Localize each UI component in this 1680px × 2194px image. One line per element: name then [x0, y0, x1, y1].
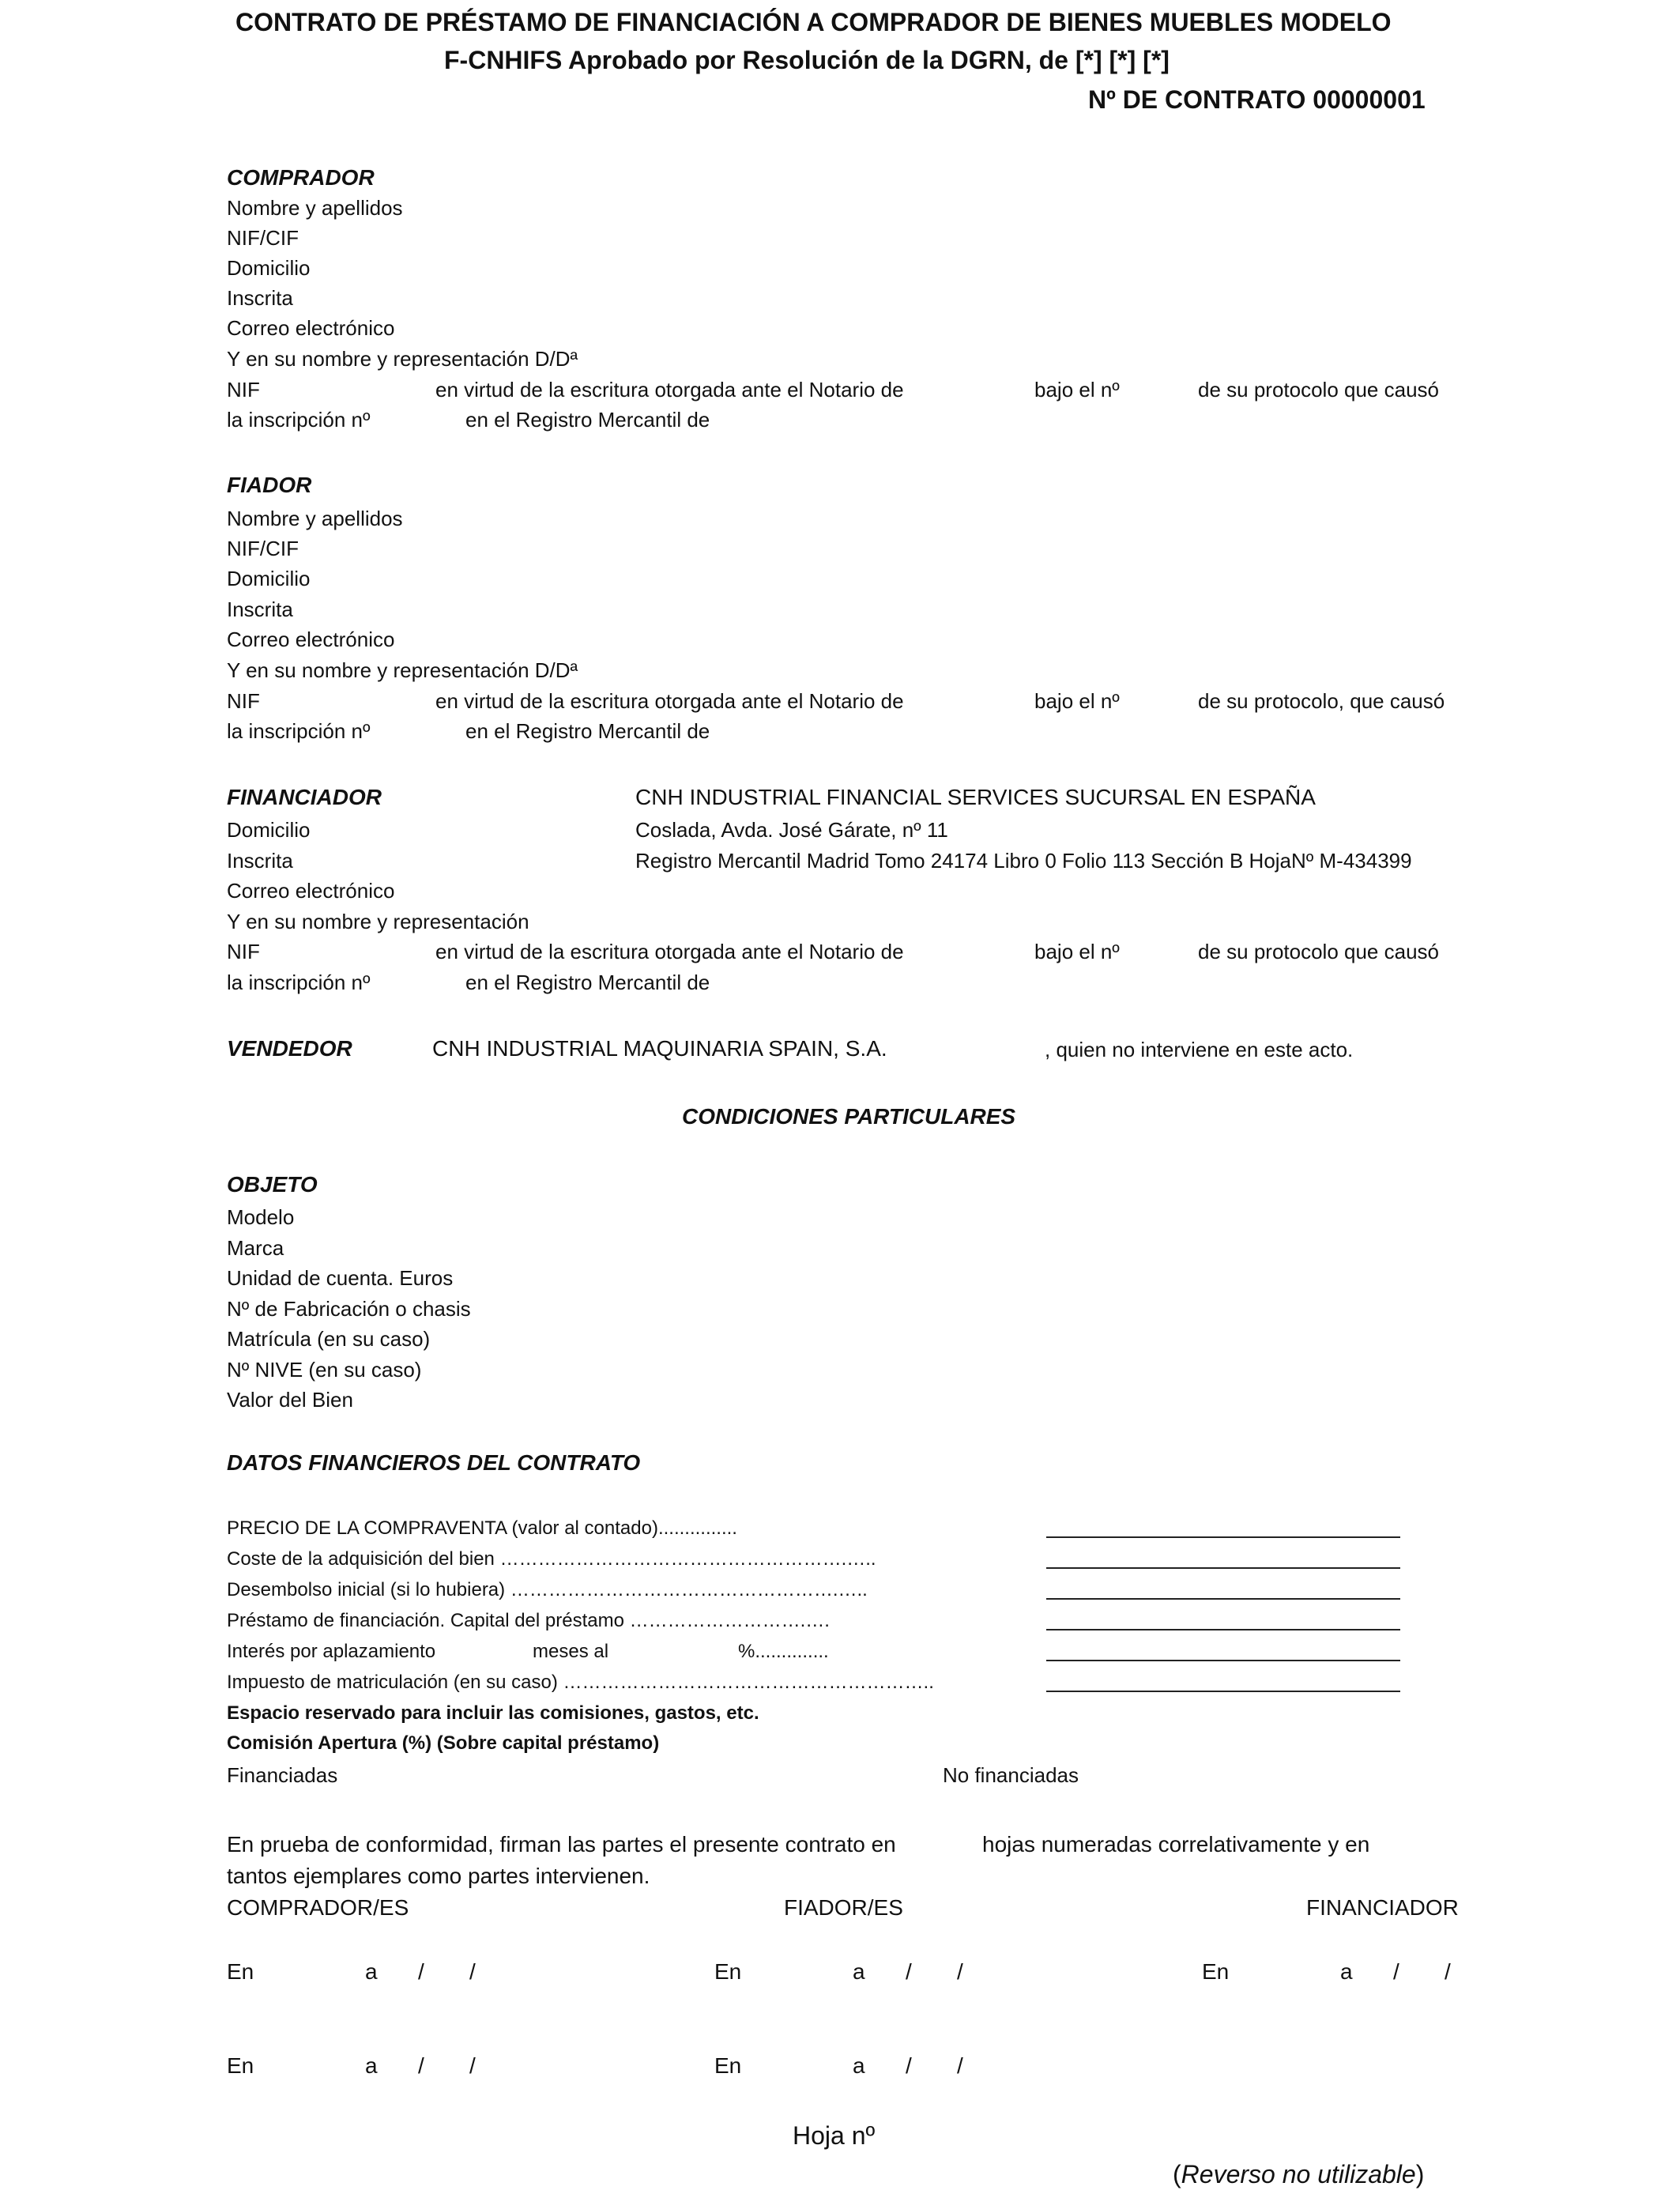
date-financiador-en: En [1202, 1959, 1230, 1984]
financiador-inscrita-value: Registro Mercantil Madrid Tomo 24174 Libro 0 Folio 113 Sección B HojaNº M-434399 [635, 849, 1412, 873]
coste-adquisicion-row: Coste de la adquisición del bien ……………………………………………….….. [227, 1548, 876, 1570]
financiador-registro-label: en el Registro Mercantil de [465, 971, 710, 994]
date-financiador-slash2: / [1445, 1959, 1451, 1984]
comprador-field-representacion: Y en su nombre y representación D/Dª [227, 347, 578, 371]
signature-fiador-heading: FIADOR/ES [784, 1895, 903, 1920]
prestamo-capital-line [1046, 1629, 1400, 1630]
date-fiador-slash1: / [906, 1959, 912, 1984]
financiadas-label: Financiadas [227, 1763, 338, 1787]
comprador-field-nif: NIF/CIF [227, 226, 299, 250]
date-financiador-slash1: / [1393, 1959, 1399, 1984]
impuesto-matriculacion-row: Impuesto de matriculación (en su caso) ………………………………………………….. [227, 1672, 934, 1693]
conformidad-hojas-text: hojas numeradas correlativamente y en [982, 1832, 1370, 1857]
date-comprador2-en: En [227, 2053, 254, 2078]
comprador-registro-label: en el Registro Mercantil de [465, 408, 710, 432]
date-fiador-slash2: / [957, 1959, 963, 1984]
reverso-note [1173, 2162, 1424, 2187]
date-comprador-slash2: / [469, 1959, 476, 1984]
financiador-representacion-label: Y en su nombre y representación [227, 910, 529, 933]
contract-title-line1: CONTRATO DE PRÉSTAMO DE FINANCIACIÓN A COMPRADOR DE BIENES MUEBLES MODELO [235, 8, 1392, 36]
date-fiador-a: a [853, 1959, 865, 1984]
reverso-text: Reverso no utilizable [1181, 2160, 1416, 2188]
objeto-field-modelo: Modelo [227, 1205, 295, 1229]
objeto-heading: OBJETO [227, 1172, 318, 1197]
fiador-field-representacion: Y en su nombre y representación D/Dª [227, 658, 578, 682]
date-comprador2-slash1: / [418, 2053, 424, 2078]
fiador-escritura-label: en virtud de la escritura otorgada ante el Notario de [435, 689, 904, 713]
fiador-inscripcion-label: la inscripción nº [227, 719, 371, 743]
comprador-protocolo-label: de su protocolo que causó [1198, 378, 1439, 401]
datos-financieros-heading: DATOS FINANCIEROS DEL CONTRATO [227, 1450, 641, 1475]
no-financiadas-label: No financiadas [943, 1763, 1079, 1787]
comprador-heading: COMPRADOR [227, 165, 375, 190]
interes-porcentaje-label: %.............. [738, 1641, 829, 1662]
financiador-escritura-label: en virtud de la escritura otorgada ante el Notario de [435, 940, 904, 963]
financiador-protocolo-label: de su protocolo que causó [1198, 940, 1439, 963]
comprador-escritura-label: en virtud de la escritura otorgada ante el Notario de [435, 378, 904, 401]
fiador-protocolo-label: de su protocolo, que causó [1198, 689, 1445, 713]
date-fiador-en: En [714, 1959, 742, 1984]
desembolso-inicial-row: Desembolso inicial (si lo hubiera) …………………………………………….….. [227, 1579, 868, 1600]
interes-meses-label: meses al [533, 1641, 609, 1662]
comisiones-note: Espacio reservado para incluir las comisiones, gastos, etc. [227, 1702, 759, 1724]
vendedor-name: CNH INDUSTRIAL MAQUINARIA SPAIN, S.A. [432, 1036, 887, 1061]
date-comprador2-a: a [365, 2053, 378, 2078]
financiador-inscrita-label: Inscrita [227, 849, 293, 873]
reverso-paren-open: ( [1173, 2160, 1181, 2188]
objeto-field-nive: Nº NIVE (en su caso) [227, 1358, 422, 1382]
comprador-nif-label: NIF [227, 378, 260, 401]
impuesto-matriculacion-line [1046, 1691, 1400, 1692]
contract-title-line2: F-CNHIFS Aprobado por Resolución de la DGRN, de [*] [*] [*] [444, 46, 1170, 74]
fiador-field-email: Correo electrónico [227, 628, 395, 651]
hoja-numero: Hoja nº [793, 2121, 876, 2150]
comprador-inscripcion-label: la inscripción nº [227, 408, 371, 432]
signature-financiador-heading: FINANCIADOR [1306, 1895, 1459, 1920]
comprador-field-domicilio: Domicilio [227, 256, 311, 280]
fiador-nif-label: NIF [227, 689, 260, 713]
precio-compraventa-line [1046, 1536, 1400, 1538]
comprador-field-inscrita: Inscrita [227, 286, 293, 310]
date-comprador-en: En [227, 1959, 254, 1984]
fiador-field-inscrita: Inscrita [227, 598, 293, 621]
coste-adquisicion-line [1046, 1567, 1400, 1569]
precio-compraventa-row: PRECIO DE LA COMPRAVENTA (valor al contado)............... [227, 1517, 737, 1539]
objeto-field-valor: Valor del Bien [227, 1388, 353, 1412]
comision-apertura-label: Comisión Apertura (%) (Sobre capital préstamo) [227, 1732, 660, 1754]
reverso-paren-close: ) [1415, 2160, 1425, 2188]
financiador-name: CNH INDUSTRIAL FINANCIAL SERVICES SUCURSAL EN ESPAÑA [635, 785, 1316, 809]
financiador-domicilio-label: Domicilio [227, 818, 311, 842]
condiciones-heading: CONDICIONES PARTICULARES [682, 1104, 1016, 1129]
fiador-field-domicilio: Domicilio [227, 567, 311, 590]
contract-number: Nº DE CONTRATO 00000001 [1088, 85, 1426, 114]
date-comprador2-slash2: / [469, 2053, 476, 2078]
financiador-bajo-label: bajo el nº [1034, 940, 1120, 963]
financiador-inscripcion-label: la inscripción nº [227, 971, 371, 994]
comprador-field-name: Nombre y apellidos [227, 196, 403, 220]
comprador-field-email: Correo electrónico [227, 316, 395, 340]
financiador-domicilio-value: Coslada, Avda. José Gárate, nº 11 [635, 818, 948, 842]
fiador-field-name: Nombre y apellidos [227, 507, 403, 530]
interes-aplazamiento-label: Interés por aplazamiento [227, 1641, 436, 1662]
date-comprador-slash1: / [418, 1959, 424, 1984]
prestamo-capital-row: Préstamo de financiación. Capital del préstamo ……………………….…. [227, 1610, 830, 1631]
vendedor-heading: VENDEDOR [227, 1036, 352, 1061]
objeto-field-unidad: Unidad de cuenta. Euros [227, 1266, 454, 1290]
fiador-bajo-label: bajo el nº [1034, 689, 1120, 713]
conformidad-text-line1: En prueba de conformidad, firman las partes el presente contrato en [227, 1832, 896, 1857]
objeto-field-matricula: Matrícula (en su caso) [227, 1327, 431, 1351]
interes-aplazamiento-line [1046, 1660, 1400, 1661]
financiador-email-label: Correo electrónico [227, 879, 395, 903]
comprador-bajo-label: bajo el nº [1034, 378, 1120, 401]
vendedor-note: , quien no interviene en este acto. [1045, 1038, 1354, 1061]
objeto-field-fabricacion: Nº de Fabricación o chasis [227, 1297, 471, 1321]
signature-comprador-heading: COMPRADOR/ES [227, 1895, 409, 1920]
date-fiador2-slash2: / [957, 2053, 963, 2078]
objeto-field-marca: Marca [227, 1236, 284, 1260]
date-comprador-a: a [365, 1959, 378, 1984]
desembolso-inicial-line [1046, 1598, 1400, 1600]
fiador-heading: FIADOR [227, 473, 312, 497]
date-fiador2-slash1: / [906, 2053, 912, 2078]
date-fiador2-a: a [853, 2053, 865, 2078]
financiador-heading: FINANCIADOR [227, 785, 382, 809]
fiador-registro-label: en el Registro Mercantil de [465, 719, 710, 743]
fiador-field-nif: NIF/CIF [227, 537, 299, 560]
financiador-nif-label: NIF [227, 940, 260, 963]
date-financiador-a: a [1340, 1959, 1353, 1984]
date-fiador2-en: En [714, 2053, 742, 2078]
conformidad-text-line2: tantos ejemplares como partes intervienen. [227, 1864, 650, 1888]
